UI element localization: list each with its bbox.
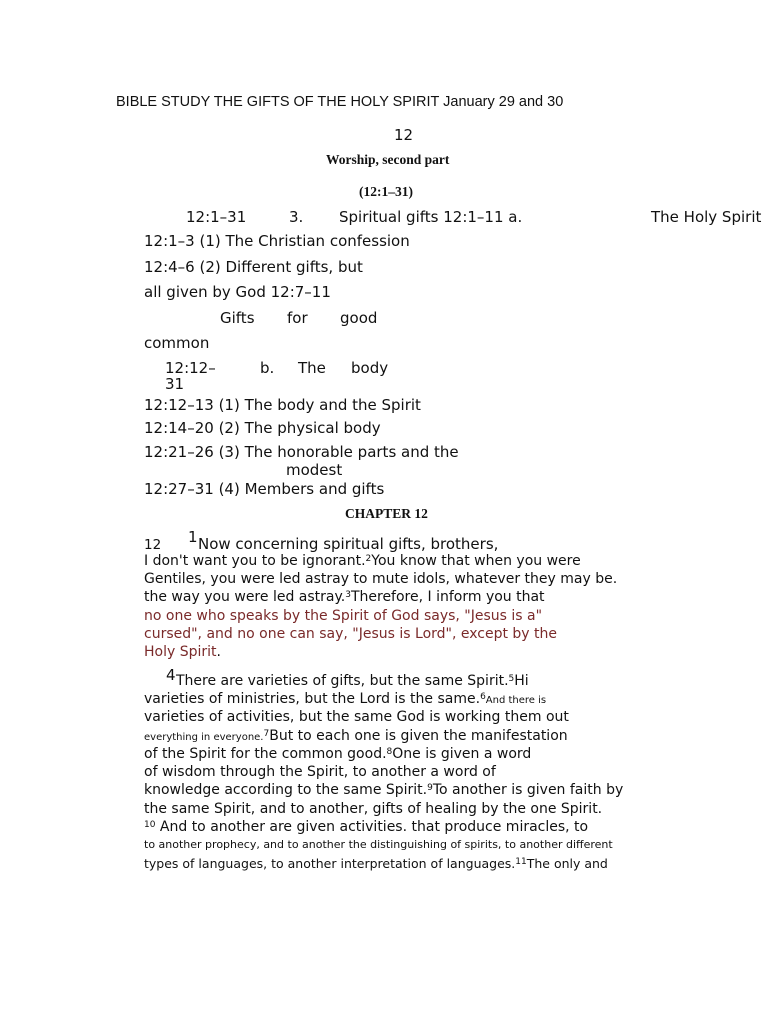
outline-body-word: body [351,359,389,377]
verse-line: types of languages, to another interpretation of languages.$^{11}$The only and [144,856,608,871]
verse-line: There are varieties of gifts, but the same Spirit.$^5$Hi [176,673,529,689]
verse-number: 6 [480,692,486,702]
verse-number: 2 [365,554,372,564]
outline-gifts-word: Gifts [220,309,255,327]
verse-number: 8 [386,747,393,757]
outline-line: 12:21–26 (3) The honorable parts and the [144,443,459,461]
outline-line: 12:27–31 (4) Members and gifts [144,480,385,498]
verse-number: 3 [345,590,351,600]
outline-line: all given by God 12:7–11 [144,283,331,301]
verse-line: Gentiles, you were led astray to mute idols, whatever they may be. [144,571,618,587]
outline-common: common [144,334,210,352]
outline-line: 12:14–20 (2) The physical body [144,419,381,437]
outline-line: 12:4–6 (2) Different gifts, but [144,258,363,276]
outline-body-the: The [298,359,326,377]
outline-row1-text: Spiritual gifts 12:1–11 a. [339,208,523,226]
verse-line: $^{10}$ And to another are given activities. that produce miracles, to [144,819,589,835]
verse-number: 10 [144,820,156,830]
verse-line: knowledge according to the same Spirit.$^9$To another is given faith by [144,782,624,798]
highlighted-verse-line: Holy Spirit. [144,644,221,660]
verse-number: 5 [508,674,515,684]
verse-text: Now concerning spiritual gifts, brothers, [198,535,499,553]
outline-body-letter: b. [260,359,275,377]
verse-number: 4 [166,666,176,684]
verse-line: the way you were led astray.$^3$Therefore, I inform you that [144,589,545,605]
verse-line: everything in everyone.$^7$But to each one is given the manifestation [144,728,568,744]
verse-line: of wisdom through the Spirit, to another a word of [144,764,496,780]
chapter-marker: 12 [144,537,162,553]
verse-number: 9 [427,783,433,793]
outline-good-word: good [340,309,378,327]
outline-row1-right: The Holy Spirit [651,208,762,226]
section-range: (12:1–31) [359,184,413,199]
outline-for-word: for [287,309,308,327]
outline-line: 12:12–13 (1) The body and the Spirit [144,396,421,414]
highlighted-verse-line: no one who speaks by the Spirit of God says, "Jesus is a" [144,608,543,624]
outline-body-ref-cont: 31 [165,375,185,393]
section-title: Worship, second part [326,152,450,167]
verse-line: of the Spirit for the common good.$^8$One is given a word [144,746,532,762]
document-title: BIBLE STUDY THE GIFTS OF THE HOLY SPIRIT January 29 and 30 [116,94,564,110]
verse-line: varieties of ministries, but the Lord is the same.$^6$And there is [144,691,547,707]
outline-line: 12:1–3 (1) The Christian confession [144,232,410,250]
chapter-number: 12 [394,126,414,144]
verse-line: varieties of activities, but the same God is working them out [144,709,569,725]
outline-line-cont: modest [286,461,343,479]
outline-row1-ref: 12:1–31 [186,208,247,226]
highlighted-verse-line: cursed", and no one can say, "Jesus is Lord", except by the [144,626,558,642]
verse-number: 11 [515,857,527,867]
outline-body-ref: 12:12– [165,359,216,377]
verse-number: 7 [263,729,270,739]
verse-number: 1 [188,528,198,546]
verse-line: the same Spirit, and to another, gifts of healing by the one Spirit. [144,801,603,817]
verse-line: I don't want you to be ignorant.$^2$You know that when you were [144,553,581,569]
verse-line: to another prophecy, and to another the distinguishing of spirits, to another different [144,838,613,851]
outline-row1-num: 3. [289,208,304,226]
chapter-heading: CHAPTER 12 [345,506,428,521]
